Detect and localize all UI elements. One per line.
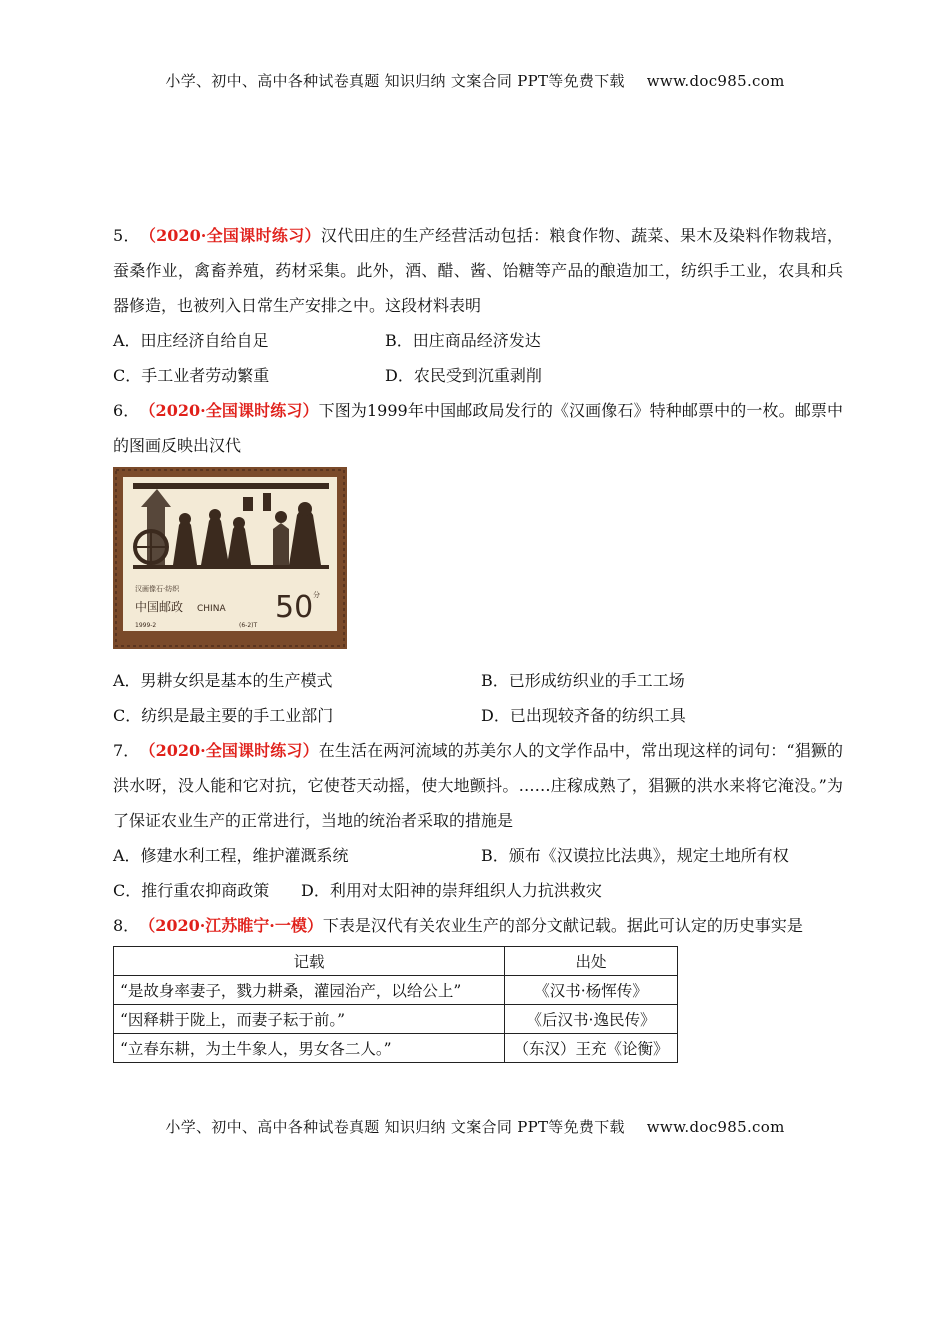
options-row bbox=[113, 838, 843, 873]
option-c[interactable]: C．纺织是最主要的手工业部门 bbox=[113, 706, 334, 725]
question-7 bbox=[113, 733, 843, 838]
option-c[interactable]: C．手工业者劳动繁重 bbox=[113, 366, 270, 385]
options-row bbox=[113, 663, 843, 698]
table-cell: “立春东耕，为土牛象人，男女各二人。” bbox=[114, 1034, 505, 1063]
option-a[interactable]: A．田庄经济自给自足 bbox=[113, 331, 269, 350]
option-b[interactable]: B．田庄商品经济发达 bbox=[385, 331, 541, 350]
stamp-value: 50 bbox=[275, 590, 314, 625]
question-source: （2020·全国课时练习） bbox=[147, 741, 319, 760]
question-stem: 在生活在两河流域的苏美尔人的文学作品中，常出现这样的词句：“猖獗的洪水呀，没人能和它对抗，它使苍天动摇，使大地颤抖。……庄稼成熟了，猖獗的洪水来将它淹没。”为了保证农业生产的正常进行，当地的统治者采取的措施是 bbox=[113, 741, 843, 830]
question-stem: 下图为1999年中国邮政局发行的《汉画像石》特种邮票中的一枚。邮票中的图画反映出汉代 bbox=[113, 401, 843, 455]
question-number: 7． bbox=[113, 741, 140, 760]
table-header-cell: 记载 bbox=[114, 947, 505, 976]
table-cell: 《汉书·杨恽传》 bbox=[505, 976, 678, 1005]
page-footer bbox=[0, 1116, 950, 1137]
stamp-illustration bbox=[113, 467, 347, 649]
option-d[interactable]: D．农民受到沉重剥削 bbox=[385, 366, 542, 385]
header-text: 小学、初中、高中各种试卷真题 知识归纳 文案合同 PPT等免费下载 bbox=[165, 72, 625, 90]
option-a[interactable]: A．男耕女织是基本的生产模式 bbox=[113, 671, 333, 690]
option-d[interactable]: D．已出现较齐备的纺织工具 bbox=[481, 706, 686, 725]
option-d[interactable]: D．利用对太阳神的崇拜组织人力抗洪救灾 bbox=[301, 881, 602, 900]
table-row bbox=[114, 1005, 678, 1034]
question-number: 8． bbox=[113, 916, 140, 935]
question-stem: 汉代田庄的生产经营活动包括：粮食作物、蔬菜、果木及染料作物栽培，蚕桑作业，禽畜养殖，药材采集。此外，酒、醋、酱、饴糖等产品的酿造加工，纺织手工业，农具和兵器修造，也被列入日常生产安排之中。这段材料表明 bbox=[113, 226, 843, 315]
options-row bbox=[113, 698, 843, 733]
option-b[interactable]: B．颁布《汉谟拉比法典》，规定土地所有权 bbox=[481, 846, 789, 865]
stamp-code-left: 1999-2 bbox=[135, 622, 157, 629]
stamp-caption: 汉画像石·纺织 bbox=[135, 585, 180, 593]
stamp-code-right: (6-2)T bbox=[239, 622, 258, 629]
question-content bbox=[113, 218, 843, 1063]
options-row bbox=[113, 358, 843, 393]
footer-text: 小学、初中、高中各种试卷真题 知识归纳 文案合同 PPT等免费下载 bbox=[165, 1118, 625, 1136]
table-cell: （东汉）王充《论衡》 bbox=[505, 1034, 678, 1063]
table-row bbox=[114, 976, 678, 1005]
table-cell: “是故身率妻子，戮力耕桑，灌园治产，以给公上” bbox=[114, 976, 505, 1005]
question-stem: 下表是汉代有关农业生产的部分文献记载。据此可认定的历史事实是 bbox=[322, 916, 803, 935]
footer-site-link[interactable]: www.doc985.com bbox=[646, 1118, 785, 1136]
table-cell: 《后汉书·逸民传》 bbox=[505, 1005, 678, 1034]
options-row bbox=[113, 323, 843, 358]
question-source: （2020·全国课时练习） bbox=[147, 401, 319, 420]
table-header-cell: 出处 bbox=[505, 947, 678, 976]
question-6 bbox=[113, 393, 843, 463]
table-header-row bbox=[114, 947, 678, 976]
question-5 bbox=[113, 218, 843, 323]
records-table bbox=[113, 946, 678, 1063]
page-header bbox=[0, 70, 950, 91]
options-row bbox=[113, 873, 843, 908]
stamp-image bbox=[113, 467, 347, 649]
option-c[interactable]: C．推行重农抑商政策 bbox=[113, 881, 270, 900]
stamp-unit: 分 bbox=[313, 591, 320, 599]
stamp-country-en: CHINA bbox=[197, 604, 226, 614]
header-site-link[interactable]: www.doc985.com bbox=[646, 72, 785, 90]
table-cell: “因释耕于陇上，而妻子耘于前。” bbox=[114, 1005, 505, 1034]
question-number: 5． bbox=[113, 226, 140, 245]
stamp-country: 中国邮政 bbox=[135, 600, 184, 614]
question-source: （2020·江苏睢宁·一模） bbox=[147, 916, 323, 935]
option-a[interactable]: A．修建水利工程，维护灌溉系统 bbox=[113, 846, 349, 865]
question-source: （2020·全国课时练习） bbox=[147, 226, 321, 245]
question-number: 6． bbox=[113, 401, 140, 420]
question-8 bbox=[113, 908, 843, 943]
option-b[interactable]: B．已形成纺织业的手工工场 bbox=[481, 671, 685, 690]
table-row bbox=[114, 1034, 678, 1063]
